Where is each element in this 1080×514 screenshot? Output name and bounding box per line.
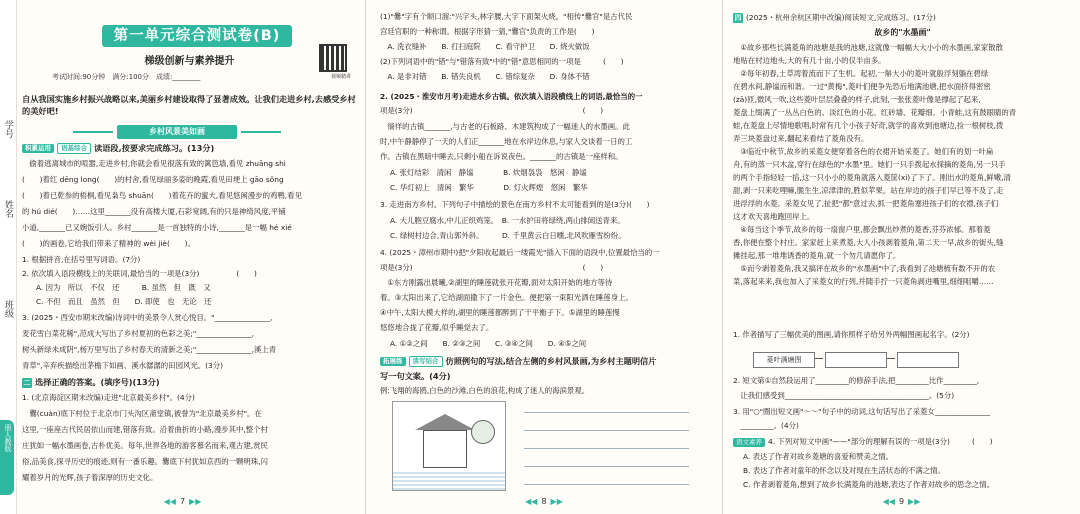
- story-line: 菱盘上缀满了一丛丛白色的、淡红色的小花。红砖墙、花瓣细、小青蛙,这有鼓眼睛的青: [733, 108, 1017, 117]
- student-id-label: 学号: [3, 120, 13, 138]
- section-tag: 拓展练: [380, 357, 406, 366]
- passage-line: ( )着已乾参的梧桐,看见枭鸟 shuān( )着花卉的蜜大,看见悠闲漫步的鸡鸭,看见: [22, 191, 302, 200]
- reading-line: 这里,一座座古代民居依山而建,错落有致。沿着曲折的小路,漫步其中,整个村: [22, 425, 268, 434]
- question-line: (1)"爨"字有个顺口溜:"兴字头,林字腰,大字下面架火烧。"相传"爨官"是古代民: [380, 12, 633, 21]
- page-7: [0, 0, 365, 514]
- question-3: 3. (2025・西安市期末改编)诗词中的美景令人赏心悦目。"_______________,: [22, 313, 273, 322]
- section-3-heading-cont: 写一句文案。(4分): [380, 371, 451, 381]
- section-banner: 乡村风景美如画: [117, 125, 237, 139]
- section-1-heading: 积累运用 语基综合 读语段,按要求完成练习。(13分): [22, 143, 214, 154]
- option-line: C. 作者剥着菱角,想到了故乡长满菱角的池塘,表达了作者对故乡的思念之情。: [743, 480, 995, 489]
- passage-line: 的 hú dié( )……这里_______没有高楼大厦,石彩宽阔,有的只是神绮风度,平铺: [22, 207, 286, 216]
- picture-name-box-3[interactable]: [897, 352, 959, 368]
- passage-line: ④中午,太阳大模大样的,湖里的睡莲都醉到了干平衡子下。⑤湖里的睡莲慢: [380, 308, 620, 317]
- literacy-tag: 语文素养: [733, 438, 765, 447]
- question-2b: 让我们感受到_______________________________________。(5分): [733, 391, 955, 400]
- question-1: 1. 根据拼音,在括号里写词语。(7分): [22, 255, 141, 264]
- passage-line: 时,中午静静停了一天的人们正_______地在水岸边休息,与家人交谈着一日的工: [380, 137, 633, 146]
- option-line: A. ①②之间 B. ②③之间 C. ③④之间 D. ④⑤之间: [390, 339, 587, 348]
- section-3-heading: 拓展练 读写结合 仿照例句的写法,结合左侧的乡村风景画,为乡村主题明信片: [380, 356, 656, 367]
- answer-line[interactable]: [524, 430, 689, 431]
- option-line: A. 是非对错 B. 错失良机 C. 错综复杂 D. 身体不错: [380, 72, 590, 81]
- story-line: 舟,有的蒸一只木盆,穿行在绿色的"水墨"里。她们一只手拨起水採摘的菱角,另一只手: [733, 160, 1006, 169]
- story-line: 蛙,在菱盘上尽情地歌唱,时常有几个小孩子好奇,就学的喜欢到池塘边,捡一根树枝,拨: [733, 121, 1004, 130]
- picture-name-box-2[interactable]: [825, 352, 887, 368]
- question-2: 2. 依次填入语段横线上的关联词,最恰当的一项是(3分) ( ): [22, 269, 257, 278]
- option-line: A. 洗衣缝补 B. 打扫庭院 C. 看守护卫 D. 烧火做饭: [380, 42, 590, 51]
- story-line: 的两个手指轻轻一掐,这一只小小的菱角就落入菱筐(xí)了下了。刚出水的菱角,鲜嫩,清: [733, 173, 1011, 182]
- picture-name-box-1: 菱叶满塘图: [753, 352, 815, 368]
- reading-line: 俗,品美食,探寻历史的痕迹,则有一番乐趣。爨底下村犹如京西的一颗明珠,闪: [22, 457, 268, 466]
- question-3: 3. 用"○"圈出短文画"～～"句子中的动词,这句话写出了采菱女_______________: [733, 407, 991, 416]
- question-1: 1. 作者描写了三幅优美的图画,请你照样子给另外两幅图画起名字。(2分): [733, 330, 970, 339]
- question-4: 语文素养 4. 下列对短文中画"——"部分的理解有误的一项是(3分) ( ): [733, 437, 1072, 447]
- story-line: 香,你便在整个村庄。家家赶上来煮菱,大人小孩剥着菱角,第二天一早,故乡的街头,缝: [733, 238, 1004, 247]
- test-subtitle: 梯级创新与素养提升: [144, 56, 235, 67]
- story-line: ①故乡那些长满菱角的池塘是我的池塘,这就像一幅幅大大小小的水墨画,家家散散: [733, 43, 1003, 52]
- page-number: ◀◀ 8 ▶▶: [525, 497, 563, 506]
- option-line: C. 不但 而且 虽然 但 D. 即使 也 无论 还: [36, 297, 212, 306]
- story-line: 摊挂起,那一堆堆诱香的菱角,就一个勿几请愿你了。: [733, 251, 901, 260]
- story-title: 故乡的"水墨画": [874, 28, 931, 37]
- passage-line: 小道,_______已又婉饭引人。乡村_______是一首独特的小诗,_______是一幅 hé xié: [22, 223, 292, 232]
- passage-line: ( )的画卷,它给我们带来了精神的 wèi jiè( )。: [22, 239, 195, 248]
- book-tab: 课时练大语文四年级下册人教版: [0, 420, 14, 495]
- story-line: ②每年初春,土草湾着流而下了生机。起初,一斛大小的菱叶就般浮刻躺在碧绿: [733, 69, 989, 78]
- reading-line: 庄犹如一幅水墨画卷,古朴优美。每年,世界各地的游客慕名而来,观古建,赏民: [22, 441, 268, 450]
- answer-line[interactable]: [524, 466, 689, 467]
- reading-line: 爨(cuàn)底下村位于北京市门头沟区斋堂镇,被誉为"北京最美乡村"。在: [22, 409, 262, 418]
- test-title: 第一单元综合测试卷(B): [102, 25, 292, 47]
- story-line: 地贴在村边地头,大的有几十亩,小的仅半亩多。: [733, 56, 886, 65]
- name-label: 姓名: [3, 200, 13, 218]
- section-tag-2: 读写结合: [409, 356, 443, 367]
- arrow-icon: [815, 358, 823, 359]
- binding-sidebar: [0, 0, 22, 514]
- story-line: ⑤而今剥着菱角,我又搞评在故乡的"水墨画"中了;我看到了池塘梳有数不开的农: [733, 264, 996, 273]
- passage-line: 作。古镇在黑暗中睡去,只剩小船在诉说夜色。_______的古镇是一座样和。: [380, 152, 623, 161]
- question-2: 2. 短文第①自然段运用了_________的修辞手法,把_________比作_________,: [733, 376, 980, 385]
- passage-line: 悠悠地合拢了花瓣,似乎睡觉去了。: [380, 323, 494, 332]
- answer-line[interactable]: [524, 448, 689, 449]
- question-3-line: 树头新绿未成阴",杨万里写出了乡村春天的清新之美;"_______________,溪上青: [22, 345, 277, 354]
- story-line: ③临近中秋节,故乡的采菱女便穿着各色的衣裙开始采菱了。她们有的划一叶扁: [733, 147, 994, 156]
- story-line: 这才欢天喜地跑回岸上。: [733, 212, 815, 221]
- passage-line: ( )着红 dēng long( )的村舍,看见绿丽多姿的晚霞,看见田埂上 gāo sǒng: [22, 175, 284, 184]
- reading-section-heading: 四 (2025・杭州余杭区期中改编)阅读短文,完成练习。(17分): [734, 13, 936, 22]
- question-3b: _________。(4分): [733, 421, 799, 430]
- answer-line[interactable]: [524, 412, 689, 413]
- question-3: 3. 走进南方乡村。下列句子中描绘的景色在南方乡村不太可能看到的是(3分)( ): [380, 200, 650, 209]
- question-line: (2)下列词语中的"错"与"错落有致"中的"错"意思相同的一项是 ( ): [380, 57, 624, 66]
- section-number: 四: [734, 13, 742, 22]
- story-line: 进浮浮的水菱。采菱女见了,扯把"都"意过去,抓一把菱角塞进孩子们的衣襟,孩子们: [733, 199, 999, 208]
- passage-line: 着。③太阳出来了,它给湖面撒下了一片金色。便把第一束阳光洒在睡莲身上。: [380, 293, 633, 302]
- option-line: B. 表达了作者对童年的怀念以及对现在生活状态的不满之情。: [743, 466, 945, 475]
- page-8: [366, 0, 722, 514]
- option-line: A. 表达了作者对故乡菱塘的喜爱和赞美之情。: [743, 452, 894, 461]
- qr-code-icon[interactable]: [319, 44, 347, 72]
- option-line: A. 大儿胞豆腐水,中儿正织鸡笼。 B. 一水护田将绿绕,两山排闼送青来。: [390, 216, 625, 225]
- passage-line: 偷着逃离城市的喧嚣,走进乡村,你就会看见很落有致的篱笆墙,看见 zhuāng shì: [22, 159, 286, 168]
- page-number: ◀◀ 7 ▶▶: [163, 497, 202, 506]
- question-4: 4. (2025・漳州市期中)把"夕阳收起最后一缕霞光"插入下面的语段中,位置最恰当的一: [380, 248, 660, 257]
- reading-line: 耀着岁月的光辉,孩子着深厚的历史文化。: [22, 473, 158, 482]
- option-line: A. 因为 所以 不仅 还 B. 虽然 但 既 又: [36, 283, 211, 292]
- section-tag: 积累运用: [22, 144, 54, 153]
- section-2-heading: 二 选择正确的答案。(填序号)(13分): [23, 377, 160, 387]
- question-3-line: 青草",辛弃疾描绘出茅檐下如画、溪水潺潺的田园风光。(3分): [22, 361, 223, 370]
- question-2: 2. (2025・淮安市月考)走进水乡古镇。依次填入语段横线上的词语,最恰当的一: [380, 92, 643, 101]
- exam-meta: 考试时间:90分钟 满分:100分 成绩:________: [52, 73, 201, 81]
- village-sketch-image: [392, 401, 506, 491]
- story-line: ④每当这个季节,故乡的每一扇窗户里,都会飘出炒煮的菱香,芬芬浓郁。那着菱: [733, 225, 991, 234]
- passage-line: ①东方刚露出晨曦,②湖里的睡莲就张开花瓣,面对太阳开始的地方等待: [380, 278, 613, 287]
- question-2b: 项是(3分) ( ): [380, 106, 604, 115]
- story-line: 在碧水间,静谧而和谐。一过"黄梅",菱叶们便争先恐后地满池塘,把水面挤得密密: [733, 82, 991, 91]
- arrow-icon: [887, 358, 895, 359]
- page-9: [723, 0, 1080, 514]
- example-sentence: 例:飞翔的海鸥,白色的沙滩,白色的浪花,构成了迷人的海滨景观。: [380, 386, 590, 395]
- qr-label: 视频精讲: [330, 74, 351, 80]
- section-tag-2: 语基综合: [57, 143, 91, 154]
- intro-text: 自从我国实施乡村振兴战略以来,美丽乡村建设取得了显著成效。让我们走进乡村,去感受乡村的美好吧!: [22, 94, 356, 116]
- option-line: A. 张灯结彩 清闲 静谧 B. 炊烟袅袅 悠闲 静谧: [390, 168, 587, 177]
- question-3-line: 麦花雪白菜花稀",范成大写出了乡村夏初的色彩之美;"_______________,: [22, 329, 255, 338]
- question-line: 宫廷官职的一种称谓。根据字形猜一猜,"爨官"负责的工作是( ): [380, 27, 595, 36]
- story-line: 弄三块菱盘过来,翻起来看结了菱角没有。: [733, 134, 869, 143]
- option-line: C. 绿树村边合,青山郭外斜。 D. 千里黄云白日曛,北风吹雁雪纷纷。: [390, 231, 626, 240]
- section-number: 二: [23, 378, 31, 387]
- option-line: C. 华灯初上 清闲 繁华 D. 灯火辉煌 悠闲 繁华: [390, 183, 588, 192]
- answer-line[interactable]: [524, 484, 689, 485]
- story-line: (zā)匝,微风一吹,这些菱叶层层叠叠的样子,此刻,一张张菱叶像是撑起了起来,: [733, 95, 981, 104]
- story-line: 菜,落起来来,我也加入了采菱女的行列,并随手拧一只菱角剥进嘴里,细细咀嚼……: [733, 277, 994, 286]
- question-4: 1. (北京海淀区期末改编)走进"北京最美乡村"。(4分): [22, 393, 195, 402]
- class-label: 班级: [3, 300, 13, 318]
- page-number: ◀◀ 9 ▶▶: [882, 497, 921, 506]
- question-4b: 项是(3分) ( ): [380, 263, 604, 272]
- passage-line: 徜徉的古镇_______,与古老的石板路、木建筑构成了一幅迷人的水墨画。此: [380, 122, 630, 131]
- story-line: 甜,剥一只来吃哩嘛,脆生生,凉津津的,胜似苹果。站在岸边的孩子们早已等不及了,走: [733, 186, 1004, 195]
